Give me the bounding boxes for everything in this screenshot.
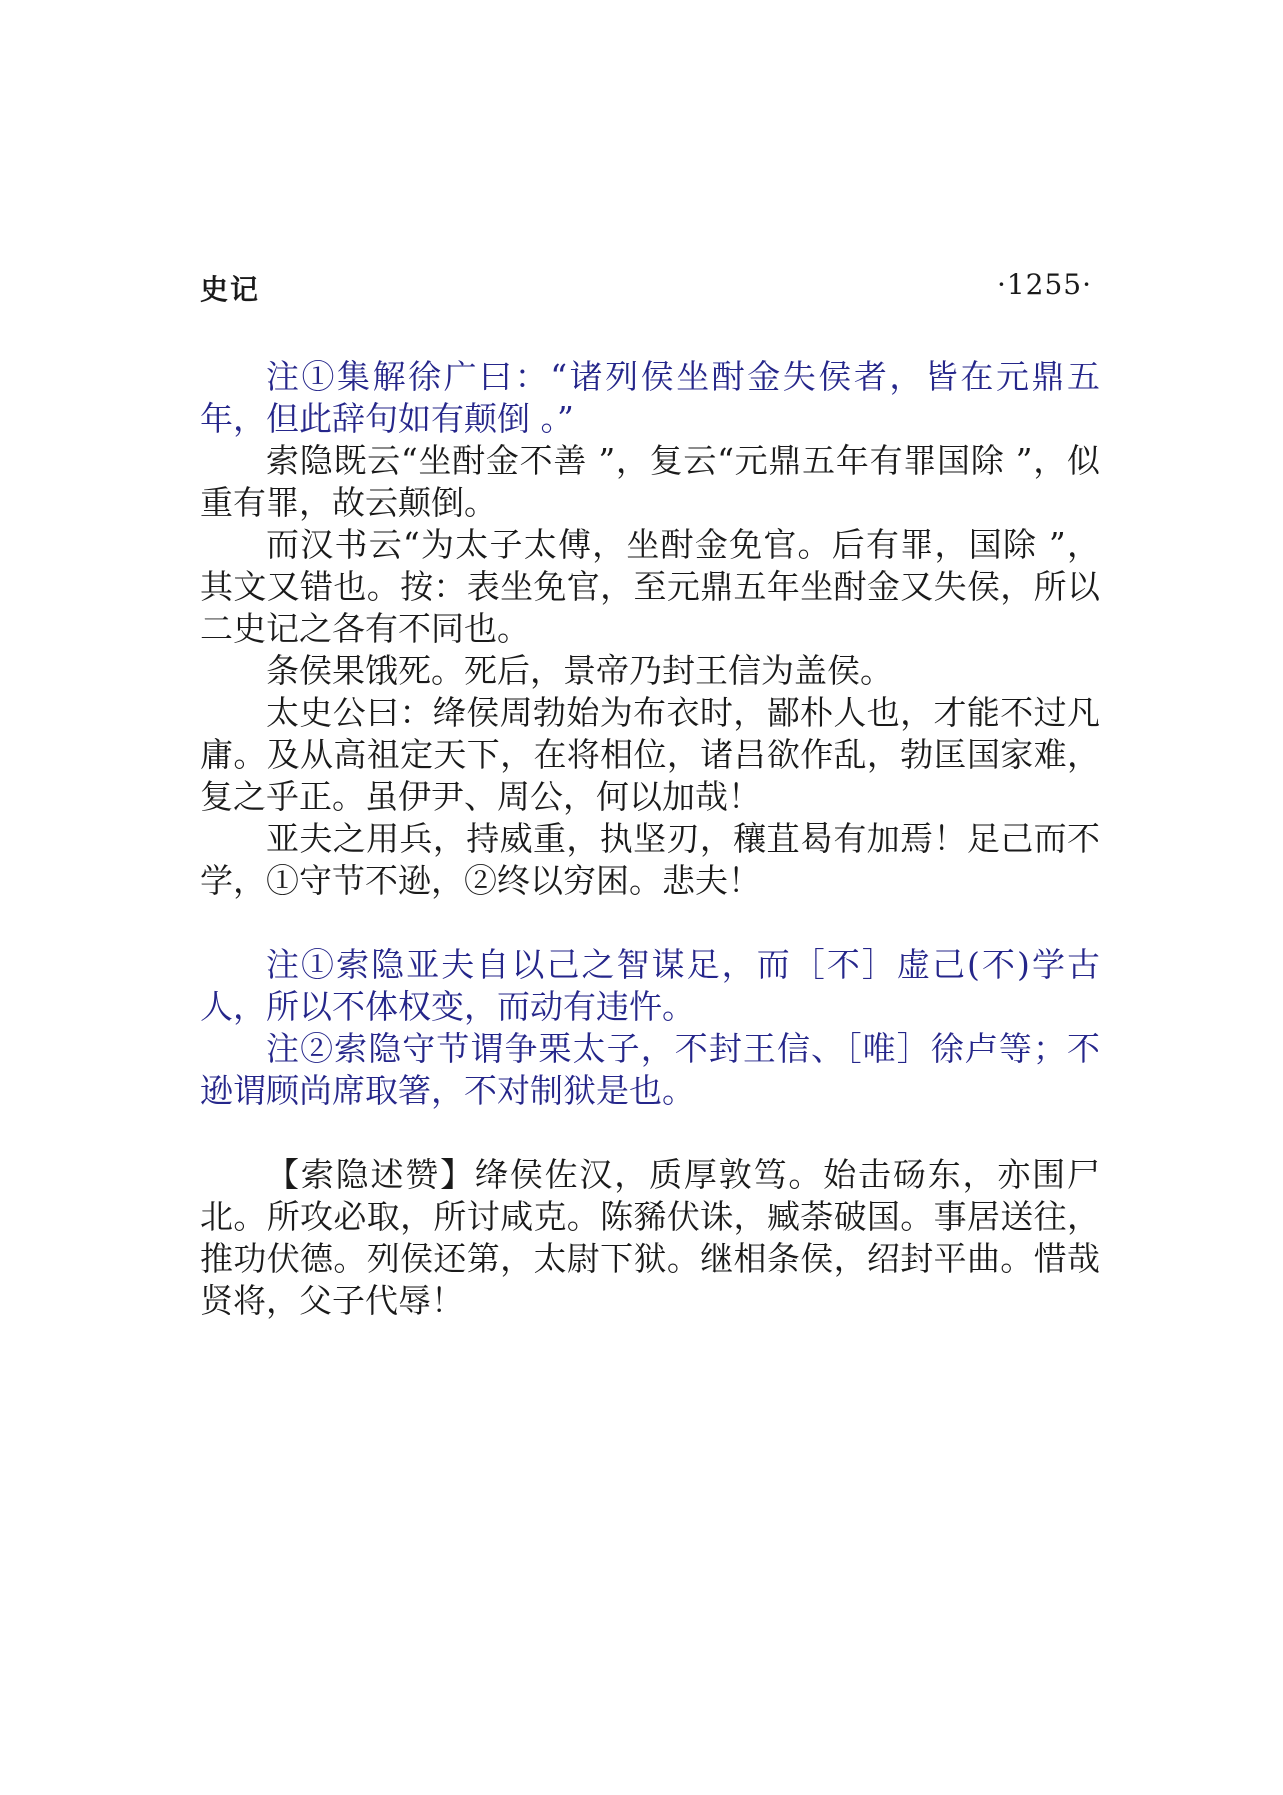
book-title: 史记 — [200, 273, 261, 306]
page-header — [200, 268, 1092, 308]
annotation-note: 注①集解徐广曰：“诸列侯坐酎金失侯者，皆在元鼎五年，但此辞句如有颠倒 。” — [200, 357, 1100, 438]
annotation-note: 注①索隐亚夫自以己之智谋足，而［不］虚己(不)学古人，所以不体权变，而动有违忤。 — [200, 945, 1100, 1026]
document-body — [200, 356, 1100, 1322]
eulogy-paragraph: 【索隐述赞】绛侯佐汉，质厚敦笃。始击砀东，亦围尸北。所攻必取，所讨咸克。陈豨伏诛，臧荼破国。事居送往，推功伏德。列侯还第，太尉下狱。继相条侯，绍封平曲。惜哉贤将，父子代辱！ — [200, 1155, 1100, 1320]
body-paragraph: 索隐既云“坐酎金不善 ”，复云“元鼎五年有罪国除 ”，似重有罪，故云颠倒。 — [200, 441, 1100, 522]
body-paragraph: 条侯果饿死。死后，景帝乃封王信为盖侯。 — [266, 651, 893, 690]
body-paragraph: 太史公曰：绛侯周勃始为布衣时，鄙朴人也，才能不过凡庸。及从高祖定天下，在将相位，诸吕欲作乱，勃匡国家难，复之乎正。虽伊尹、周公，何以加哉！ — [200, 693, 1100, 816]
page-number: ·1255· — [996, 268, 1092, 301]
section-spacer — [200, 902, 1100, 944]
body-paragraph: 而汉书云“为太子太傅，坐酎金免官。后有罪，国除 ”，其文又错也。按：表坐免官，至元鼎五年坐酎金又失侯，所以二史记之各有不同也。 — [200, 525, 1100, 648]
body-paragraph: 亚夫之用兵，持威重，执坚刃，穰苴曷有加焉！足己而不学，①守节不逊，②终以穷困。悲夫！ — [200, 819, 1100, 900]
annotation-note: 注②索隐守节谓争栗太子，不封王信、［唯］徐卢等；不逊谓顾尚席取箸，不对制狱是也。 — [200, 1029, 1100, 1110]
section-spacer — [200, 1112, 1100, 1154]
